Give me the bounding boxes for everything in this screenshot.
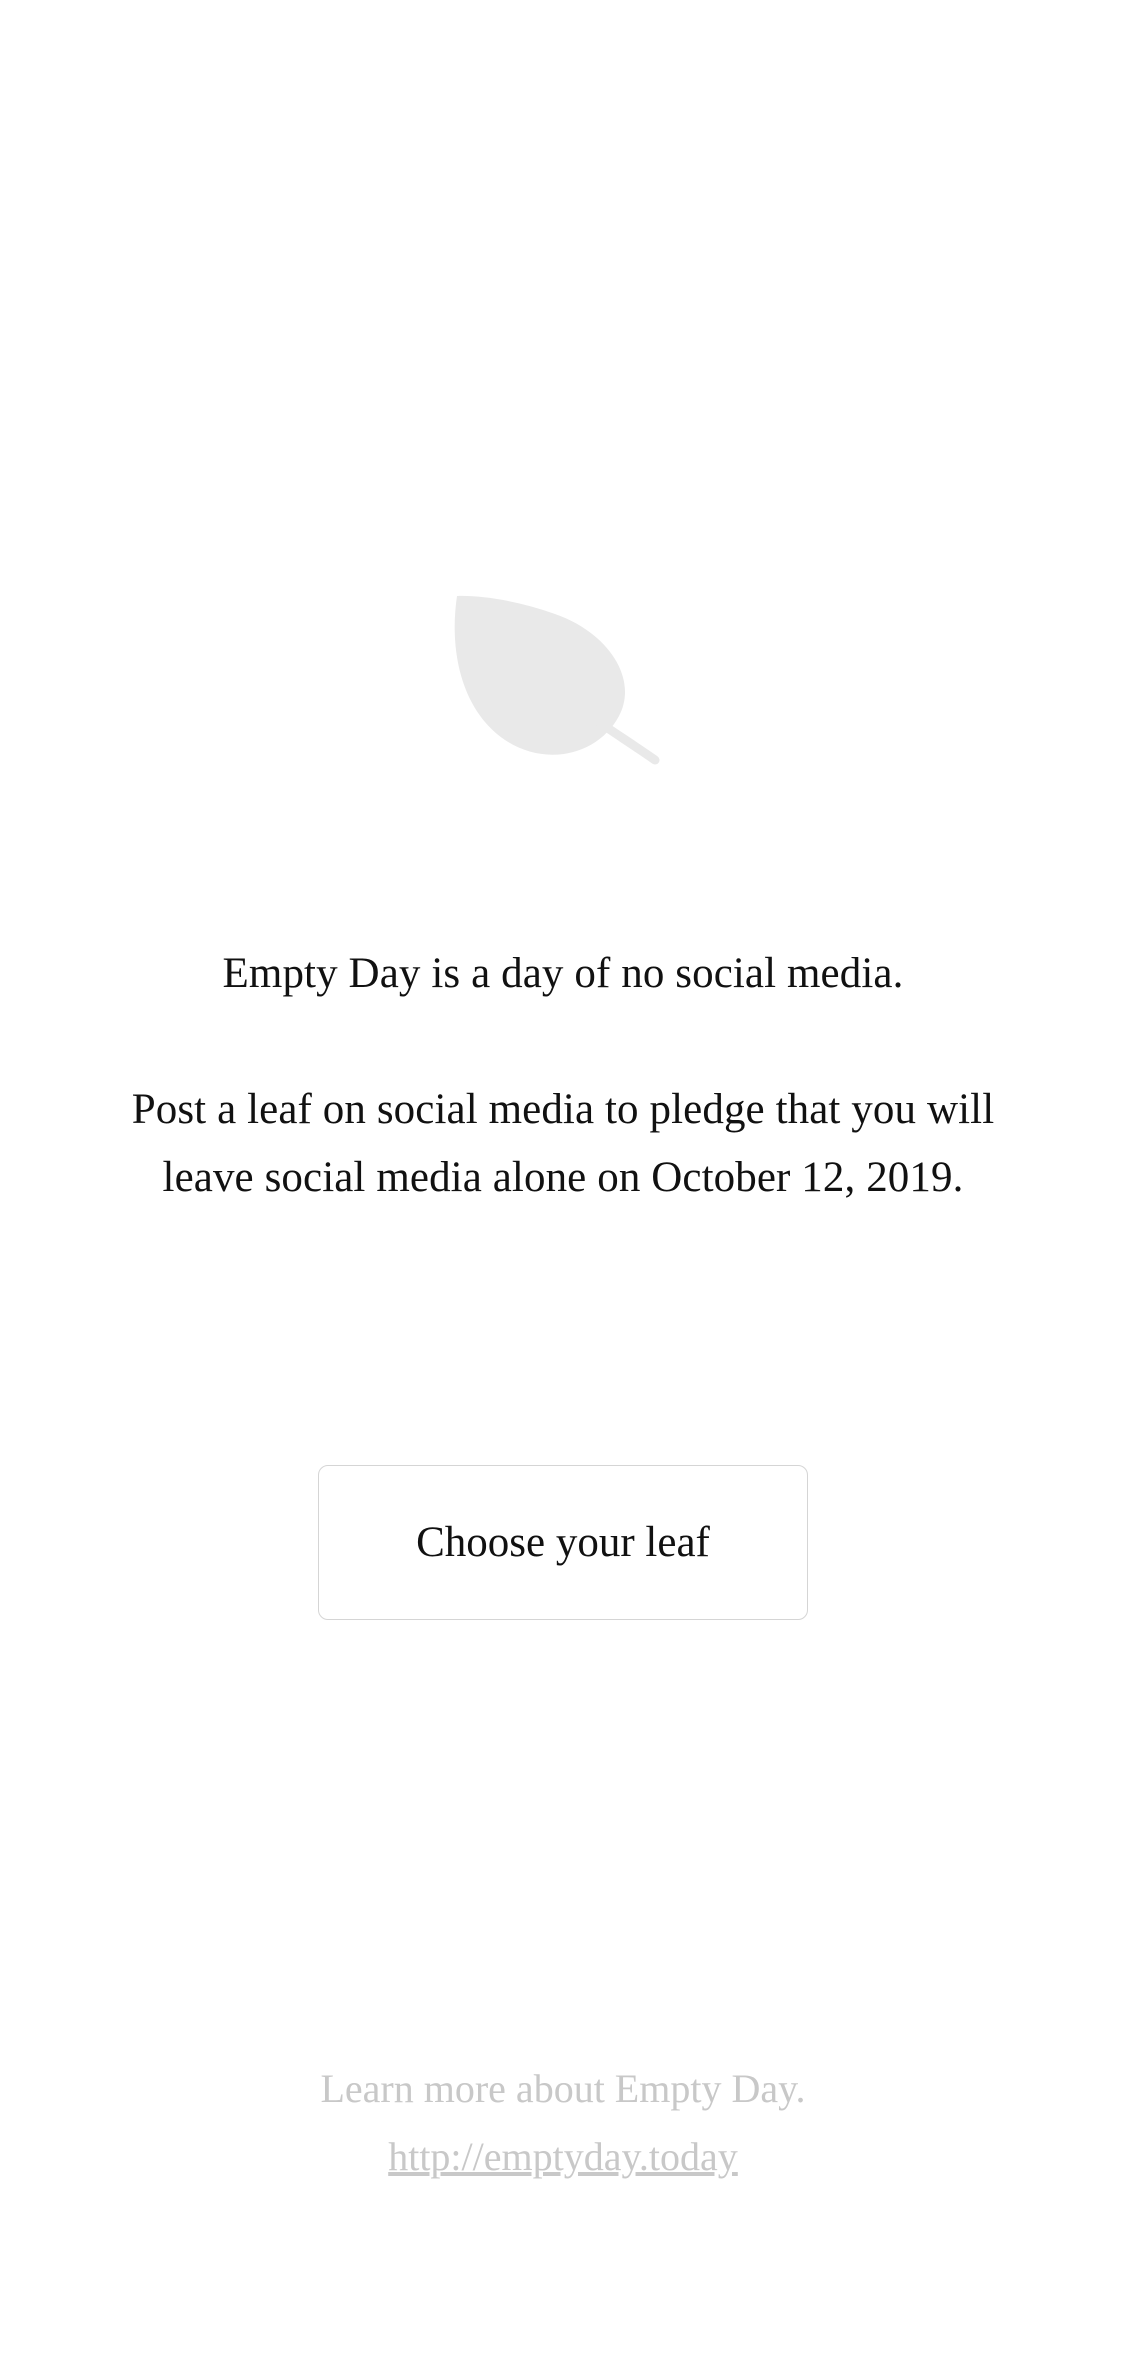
intro-line-2: Post a leaf on social media to pledge that you will leave social media alone on October 12, 2019. (131, 1086, 995, 1201)
intro-line-1: Empty Day is a day of no social media. (222, 950, 904, 997)
choose-your-leaf-button[interactable]: Choose your leaf (318, 1465, 808, 1620)
cta-container (0, 1465, 1126, 1620)
intro-text-block (0, 940, 1126, 1212)
leaf-illustration (0, 590, 1126, 800)
leaf-icon (443, 590, 683, 800)
footer (0, 2055, 1126, 2191)
footer-website-link[interactable]: http://emptyday.today (388, 2134, 738, 2179)
intro-spacer (0, 1008, 1126, 1076)
footer-note: Learn more about Empty Day. (320, 2066, 806, 2111)
